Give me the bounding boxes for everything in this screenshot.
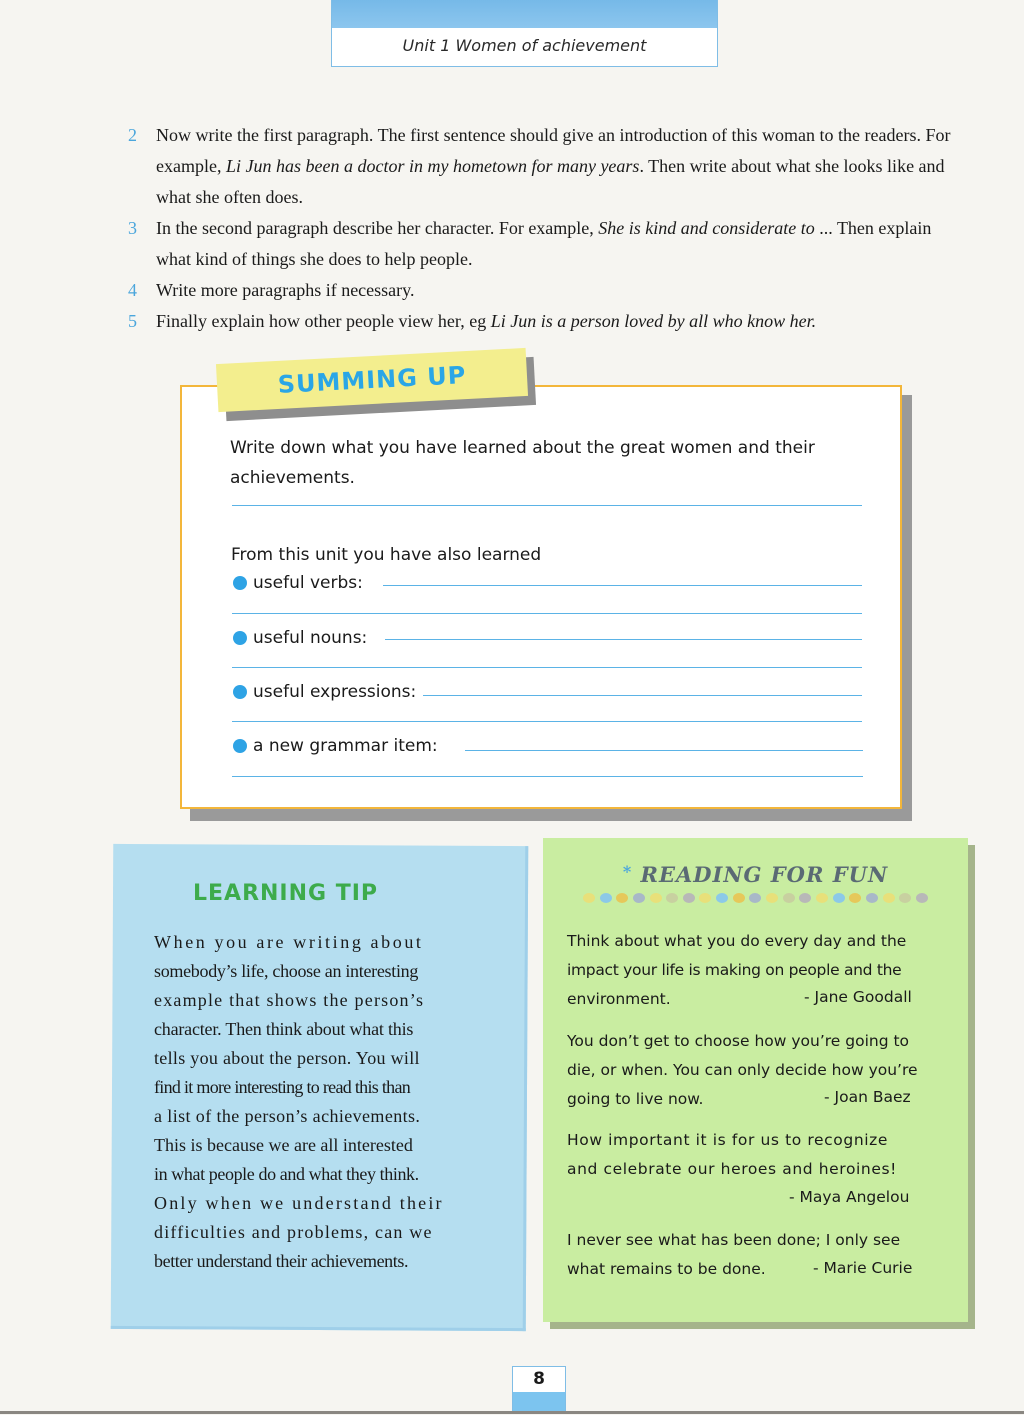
star-icon: * — [622, 862, 633, 881]
unit-title: Unit 1 Women of achievement — [402, 36, 647, 55]
tip-line: difficulties and problems, can we — [154, 1222, 433, 1242]
answer-line[interactable] — [232, 505, 862, 506]
quote-line: Think about what you do every day and the — [567, 932, 907, 950]
step-item — [128, 275, 958, 306]
page-number-box — [512, 1366, 566, 1414]
answer-line[interactable] — [465, 750, 863, 751]
tip-line: somebody’s life, choose an interesting — [154, 961, 419, 981]
bullet-icon — [233, 631, 247, 645]
step-item — [128, 213, 958, 275]
tip-line: When you are writing about — [154, 932, 424, 952]
step-number: 4 — [128, 280, 137, 300]
quote-author: - Jane Goodall — [804, 988, 912, 1006]
answer-line[interactable] — [232, 721, 862, 722]
step-number: 3 — [128, 218, 137, 238]
quote-line: what remains to be done. — [567, 1260, 766, 1278]
step-example: Li Jun has been a doctor in my hometown for many years — [225, 156, 640, 176]
tip-line: character. Then think about what this — [154, 1019, 414, 1039]
learning-tip-title: LEARNING TIP — [193, 881, 379, 906]
step-number: 5 — [128, 311, 137, 331]
step-number: 2 — [128, 125, 137, 145]
learned-item — [233, 573, 363, 593]
quote-line: and celebrate our heroes and heroines! — [567, 1160, 897, 1178]
tip-line: example that shows the person’s — [154, 990, 425, 1010]
step-text: . Then write about what she looks like and what she often does. — [156, 156, 945, 207]
learned-item — [233, 628, 367, 648]
bullet-icon — [233, 739, 247, 753]
quote-author: - Maya Angelou — [789, 1188, 910, 1206]
step-text: Finally explain how other people view her, eg — [156, 311, 491, 331]
learned-item — [233, 682, 416, 702]
tip-line: a list of the person’s achievements. — [154, 1106, 421, 1126]
quote-author: - Joan Baez — [824, 1088, 911, 1106]
quote-line: How important it is for us to recognize — [567, 1131, 889, 1149]
step-text: Write more paragraphs if necessary. — [156, 280, 415, 300]
page-number: 8 — [533, 1369, 545, 1389]
summing-up-title: SUMMING UP — [277, 361, 467, 399]
learning-tip-body — [154, 928, 472, 1276]
step-item — [128, 306, 958, 337]
step-example: Li Jun is a person loved by all who know her. — [490, 311, 817, 331]
bullet-icon — [233, 576, 247, 590]
flower-border-decoration — [583, 893, 928, 909]
step-item — [128, 120, 958, 213]
tip-line: in what people do and what they think. — [154, 1164, 419, 1184]
summing-up-subheading: From this unit you have also learned — [231, 545, 542, 565]
item-label: a new grammar item: — [253, 736, 438, 756]
quote-author: - Marie Curie — [813, 1259, 913, 1277]
tip-line: Only when we understand their — [154, 1193, 444, 1213]
quote-line: going to live now. — [567, 1090, 704, 1108]
step-text: In the second paragraph describe her character. For example, — [156, 218, 599, 238]
answer-line[interactable] — [383, 585, 862, 586]
tip-line: find it more interesting to read this than — [154, 1077, 411, 1097]
tip-line: This is because we are all interested — [154, 1135, 413, 1155]
answer-line[interactable] — [232, 613, 862, 614]
learned-item — [233, 736, 438, 756]
quote-line: die, or when. You can only decide how you’re — [567, 1061, 918, 1079]
quote-line: environment. — [567, 990, 671, 1008]
step-example: She is kind and considerate to — [598, 218, 815, 238]
answer-line[interactable] — [385, 639, 862, 640]
header-sky-banner — [332, 0, 717, 28]
quote-line: I never see what has been done; I only see — [567, 1231, 901, 1249]
answer-line[interactable] — [232, 667, 862, 668]
item-label: useful expressions: — [253, 682, 417, 702]
bullet-icon — [233, 685, 247, 699]
reading-for-fun-title — [543, 862, 968, 887]
step-text: ... Then explain what kind of things she does to help people. — [156, 218, 932, 269]
unit-header — [331, 0, 718, 67]
step-text: Now write the first paragraph. The first sentence should give an introduction of this woman to the readers. For example, — [156, 125, 951, 176]
quote — [567, 1126, 947, 1184]
page-number-band — [513, 1392, 565, 1413]
tip-line: better understand their achievements. — [154, 1251, 409, 1271]
answer-line[interactable] — [232, 776, 863, 777]
summing-up-intro: Write down what you have learned about the great women and their achievements. — [230, 438, 815, 488]
writing-steps — [128, 120, 958, 337]
quote-line: You don’t get to choose how you’re going to — [567, 1032, 910, 1050]
item-label: useful nouns: — [253, 628, 368, 648]
answer-line[interactable] — [423, 695, 862, 696]
reading-for-fun-title-text: READING FOR FUN — [640, 862, 889, 887]
item-label: useful verbs: — [253, 573, 363, 593]
tip-line: tells you about the person. You will — [154, 1048, 420, 1068]
quote-line: impact your life is making on people and the — [567, 961, 902, 979]
footer-divider — [0, 1411, 1024, 1414]
